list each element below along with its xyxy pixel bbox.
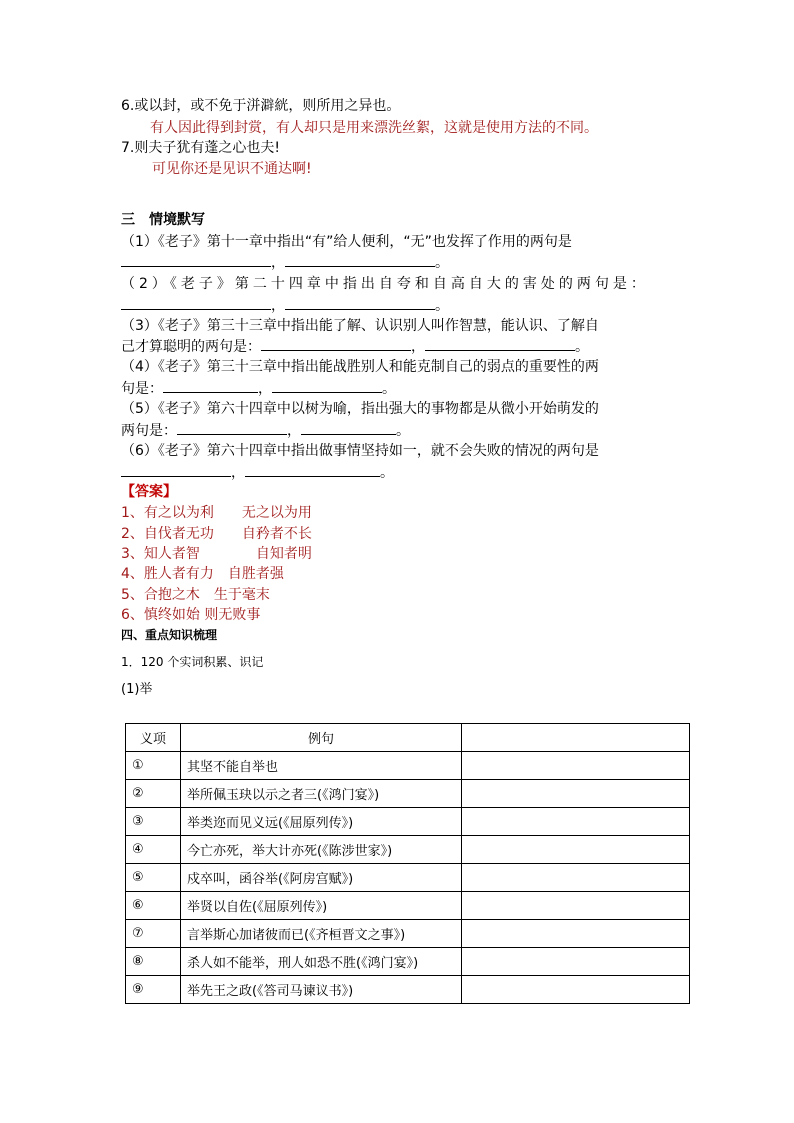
row-example: 举贤以自佐(《屈原列传》) bbox=[181, 892, 462, 920]
answer-blank[interactable] bbox=[121, 252, 271, 267]
table-row bbox=[126, 780, 690, 808]
answers-label: 【答案】 bbox=[121, 484, 177, 500]
section-4-subtitle: 1．120 个实词积累、识记 bbox=[121, 655, 264, 669]
question-3-text: （3）《老子》第三十三章中指出能了解、认识别人叫作智慧，能认识、了解自 bbox=[121, 318, 599, 334]
table-row bbox=[126, 976, 690, 1004]
row-example: 言举斯心加诸彼而已(《齐桓晋文之事》) bbox=[181, 920, 462, 948]
question-5-blanks: 两句是： ， 。 bbox=[121, 420, 410, 441]
answer-blank[interactable] bbox=[425, 336, 575, 351]
question-2-text: （2）《老子》第二十四章中指出自夸和自高自大的害处的两句是： bbox=[121, 276, 649, 292]
answer-blank[interactable] bbox=[121, 462, 231, 477]
row-answer-cell[interactable] bbox=[462, 948, 690, 976]
row-number: ⑦ bbox=[126, 920, 181, 948]
answer-blank[interactable] bbox=[177, 420, 287, 435]
table-row bbox=[126, 864, 690, 892]
sentence-7-translation: 可见你还是见识不通达啊! bbox=[152, 161, 312, 177]
header-example: 例句 bbox=[181, 724, 462, 752]
table-header-row bbox=[126, 724, 690, 752]
table-row bbox=[126, 752, 690, 780]
row-answer-cell[interactable] bbox=[462, 864, 690, 892]
row-number: ⑨ bbox=[126, 976, 181, 1004]
table-row bbox=[126, 808, 690, 836]
answer-blank[interactable] bbox=[301, 420, 396, 435]
row-number: ② bbox=[126, 780, 181, 808]
answer-3: 3、知人者智 自知者明 bbox=[121, 546, 312, 562]
row-number: ③ bbox=[126, 808, 181, 836]
answer-1: 1、有之以为利 无之以为用 bbox=[121, 505, 312, 521]
sentence-6-translation: 有人因此得到封赏，有人却只是用来漂洗丝絮，这就是使用方法的不同。 bbox=[150, 120, 598, 136]
item-heading: (1)举 bbox=[121, 682, 153, 697]
table-row bbox=[126, 920, 690, 948]
answer-blank[interactable] bbox=[261, 336, 411, 351]
sentence-6: 6.或以封，或不免于洴澼絖，则所用之异也。 bbox=[121, 98, 401, 114]
answer-blank[interactable] bbox=[121, 295, 271, 310]
question-4-blanks: 句是： ， 。 bbox=[121, 378, 396, 399]
question-5-text: （5）《老子》第六十四章中以树为喻，指出强大的事物都是从微小开始萌发的 bbox=[121, 401, 599, 417]
answer-2: 2、自伐者无功 自矜者不长 bbox=[121, 526, 312, 542]
question-3-blanks: 己才算聪明的两句是： ， 。 bbox=[121, 336, 589, 357]
row-example: 戍卒叫，函谷举(《阿房宫赋》) bbox=[181, 864, 462, 892]
word-meaning-table bbox=[125, 723, 690, 1004]
sentence-7: 7.则夫子犹有蓬之心也夫! bbox=[121, 140, 280, 156]
table-row bbox=[126, 892, 690, 920]
question-4-text: （4）《老子》第三十三章中指出能战胜别人和能克制自己的弱点的重要性的两 bbox=[121, 359, 599, 375]
row-answer-cell[interactable] bbox=[462, 976, 690, 1004]
answer-4: 4、胜人者有力 自胜者强 bbox=[121, 566, 284, 582]
section-4-title: 四、重点知识梳理 bbox=[121, 628, 218, 642]
table-row bbox=[126, 836, 690, 864]
question-1-text: （1）《老子》第十一章中指出“有”给人便利，“无”也发挥了作用的两句是 bbox=[121, 234, 572, 250]
answer-5: 5、合抱之木 生于毫末 bbox=[121, 587, 270, 603]
row-number: ⑥ bbox=[126, 892, 181, 920]
row-example: 其坚不能自举也 bbox=[181, 752, 462, 780]
row-number: ① bbox=[126, 752, 181, 780]
table-row bbox=[126, 948, 690, 976]
row-number: ④ bbox=[126, 836, 181, 864]
row-answer-cell[interactable] bbox=[462, 836, 690, 864]
question-1-blanks: ， 。 bbox=[121, 252, 449, 273]
row-example: 举所佩玉玦以示之者三(《鸿门宴》) bbox=[181, 780, 462, 808]
row-answer-cell[interactable] bbox=[462, 892, 690, 920]
row-example: 举先王之政(《答司马谏议书》) bbox=[181, 976, 462, 1004]
row-example: 举类迩而见义远(《屈原列传》) bbox=[181, 808, 462, 836]
row-number: ⑧ bbox=[126, 948, 181, 976]
answer-6: 6、慎终如始 则无败事 bbox=[121, 607, 261, 623]
row-answer-cell[interactable] bbox=[462, 780, 690, 808]
row-example: 今亡亦死，举大计亦死(《陈涉世家》) bbox=[181, 836, 462, 864]
answer-blank[interactable] bbox=[285, 252, 435, 267]
section-3-title: 三 情境默写 bbox=[121, 212, 205, 228]
question-6-text: （6）《老子》第六十四章中指出做事情坚持如一，就不会失败的情况的两句是 bbox=[121, 443, 599, 459]
row-number: ⑤ bbox=[126, 864, 181, 892]
answer-blank[interactable] bbox=[272, 378, 382, 393]
row-example: 杀人如不能举，刑人如恐不胜(《鸿门宴》) bbox=[181, 948, 462, 976]
header-blank[interactable] bbox=[462, 724, 690, 752]
question-6-blanks: ， 。 bbox=[121, 462, 394, 483]
answer-blank[interactable] bbox=[285, 295, 435, 310]
row-answer-cell[interactable] bbox=[462, 752, 690, 780]
question-2-blanks: ， 。 bbox=[121, 295, 449, 316]
row-answer-cell[interactable] bbox=[462, 808, 690, 836]
answer-blank[interactable] bbox=[245, 462, 380, 477]
header-meaning: 义项 bbox=[126, 724, 181, 752]
row-answer-cell[interactable] bbox=[462, 920, 690, 948]
answer-blank[interactable] bbox=[163, 378, 258, 393]
